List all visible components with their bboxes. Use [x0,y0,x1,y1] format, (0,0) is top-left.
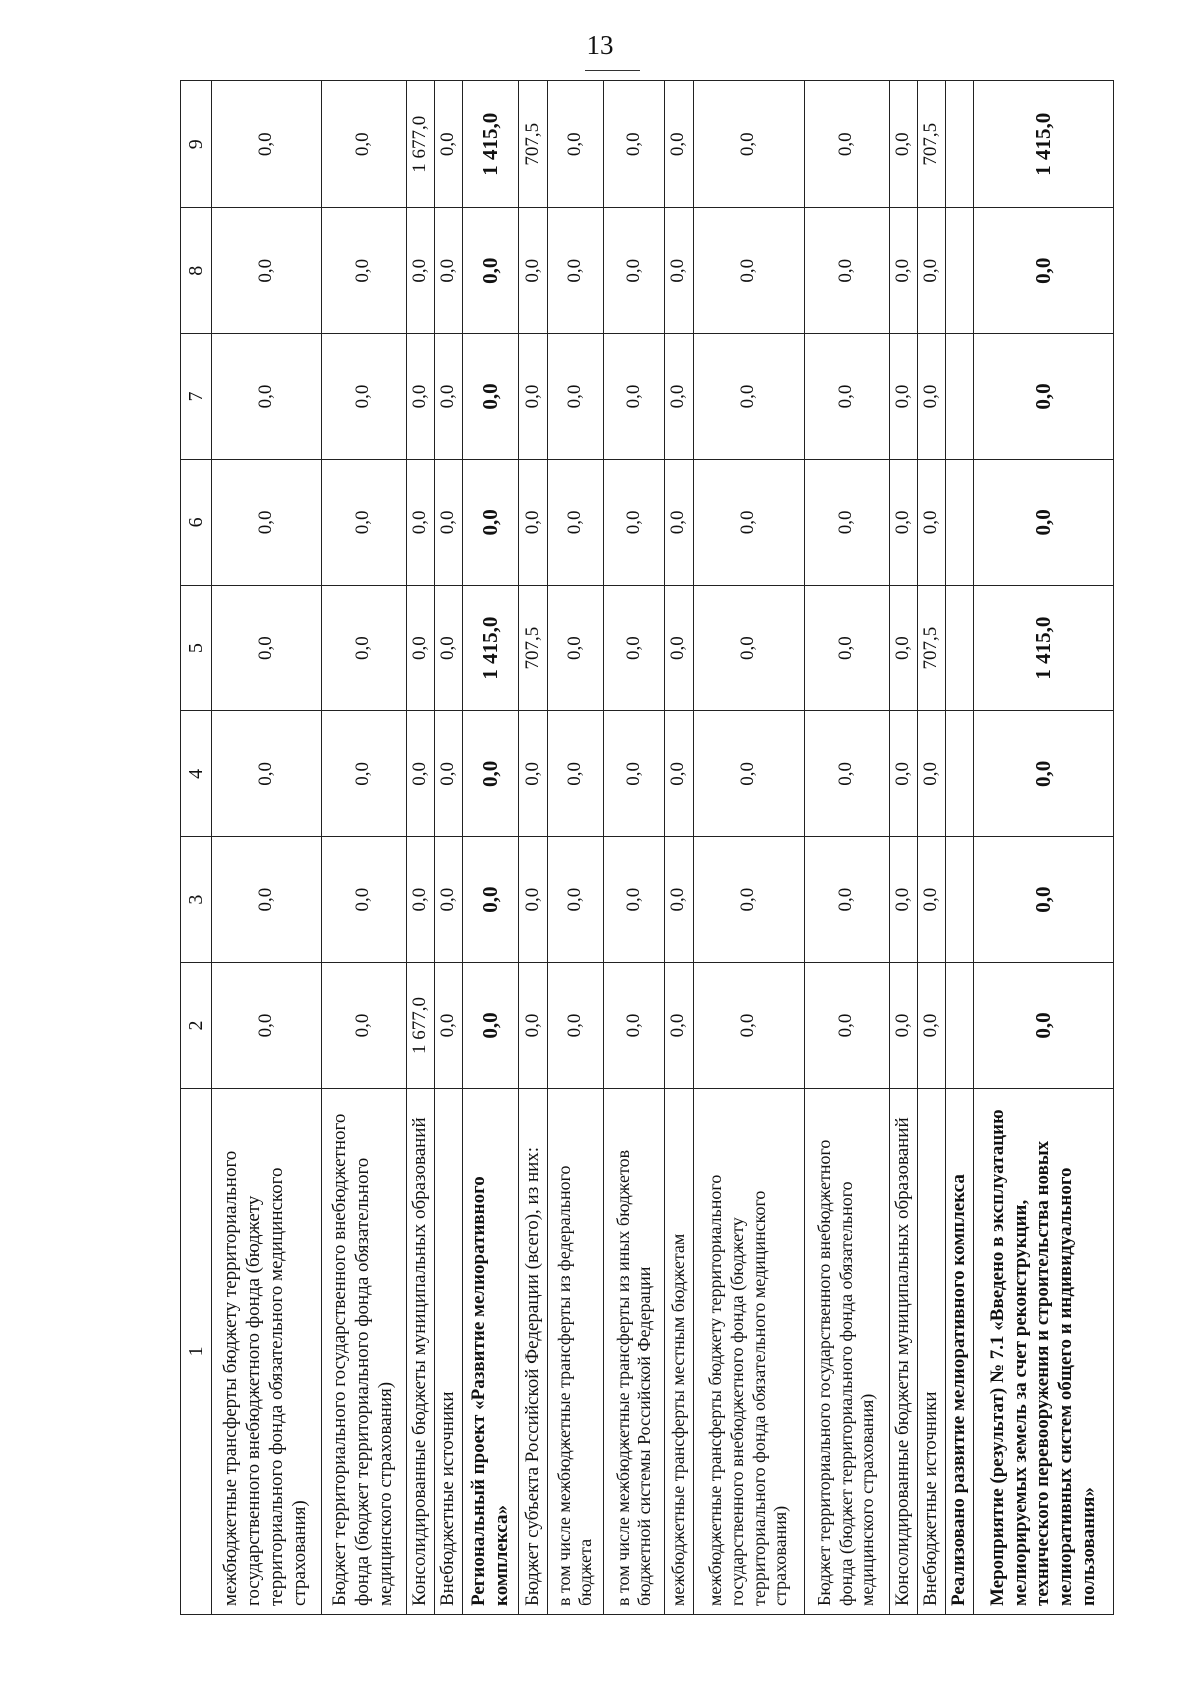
value-cell: 0,0 [693,208,804,334]
value-cell: 0,0 [519,459,547,585]
value-cell [946,459,974,585]
value-cell: 0,0 [804,585,889,711]
value-cell: 0,0 [604,334,665,460]
value-cell: 707,5 [519,585,547,711]
value-cell: 0,0 [804,334,889,460]
value-cell: 0,0 [462,711,519,837]
value-cell: 0,0 [406,585,434,711]
value-cell: 0,0 [547,208,604,334]
value-cell: 0,0 [665,963,693,1089]
header-cell: 8 [181,208,212,334]
table-row-project [462,81,519,1615]
value-cell: 0,0 [321,208,406,334]
value-cell: 0,0 [889,585,917,711]
table-row-section [946,81,974,1615]
value-cell: 0,0 [434,837,462,963]
value-cell: 1 415,0 [974,585,1114,711]
value-cell: 0,0 [321,585,406,711]
value-cell: 0,0 [462,837,519,963]
value-cell: 0,0 [519,711,547,837]
value-cell: 0,0 [434,585,462,711]
table-row [693,81,804,1615]
value-cell: 0,0 [462,963,519,1089]
value-cell: 0,0 [321,459,406,585]
table-row [321,81,406,1615]
value-cell: 0,0 [321,963,406,1089]
header-cell: 3 [181,837,212,963]
value-cell: 0,0 [604,81,665,208]
row-label: Консолидированные бюджеты муниципальных образований [889,1088,917,1614]
row-label: Мероприятие (результат) № 7.1 «Введено в эксплуатацию мелиорируемых земель за счет реконструкции, технического перевооружения и строительства новых мелиоративных систем общего и индивидуального пользования» [974,1088,1114,1614]
value-cell: 0,0 [211,208,321,334]
table-row [917,81,945,1615]
header-cell: 7 [181,334,212,460]
value-cell: 0,0 [406,711,434,837]
header-cell: 9 [181,81,212,208]
table-row-measure [974,81,1114,1615]
value-cell: 0,0 [519,963,547,1089]
value-cell [946,208,974,334]
value-cell: 0,0 [917,963,945,1089]
value-cell: 0,0 [547,459,604,585]
value-cell: 0,0 [974,837,1114,963]
value-cell [946,334,974,460]
value-cell: 1 415,0 [974,81,1114,208]
value-cell: 0,0 [693,585,804,711]
value-cell: 0,0 [974,334,1114,460]
value-cell: 0,0 [665,81,693,208]
table-row [889,81,917,1615]
value-cell: 0,0 [974,459,1114,585]
value-cell: 0,0 [889,208,917,334]
value-cell: 0,0 [804,837,889,963]
value-cell: 0,0 [889,334,917,460]
value-cell: 0,0 [211,459,321,585]
row-label: Региональный проект «Развитие мелиоративного комплекса» [462,1088,519,1614]
value-cell: 0,0 [917,334,945,460]
value-cell: 0,0 [804,711,889,837]
value-cell: 707,5 [917,585,945,711]
value-cell: 0,0 [321,711,406,837]
value-cell: 707,5 [519,81,547,208]
value-cell: 707,5 [917,81,945,208]
value-cell: 0,0 [434,81,462,208]
value-cell: 1 415,0 [462,585,519,711]
value-cell: 0,0 [211,711,321,837]
value-cell: 0,0 [804,459,889,585]
table-row [211,81,321,1615]
value-cell: 0,0 [462,334,519,460]
value-cell: 0,0 [693,334,804,460]
value-cell: 0,0 [604,963,665,1089]
value-cell: 0,0 [889,837,917,963]
value-cell: 1 677,0 [406,963,434,1089]
value-cell: 0,0 [519,837,547,963]
value-cell: 0,0 [665,711,693,837]
row-label: Внебюджетные источники [917,1088,945,1614]
value-cell: 0,0 [804,208,889,334]
value-cell: 0,0 [889,459,917,585]
value-cell: 0,0 [917,711,945,837]
value-cell: 0,0 [665,459,693,585]
budget-table [180,80,1114,1615]
value-cell: 0,0 [889,711,917,837]
value-cell: 0,0 [693,837,804,963]
header-row [181,81,212,1615]
value-cell: 1 677,0 [406,81,434,208]
value-cell: 0,0 [211,963,321,1089]
budget-table-rotated [180,80,1114,1615]
value-cell: 0,0 [406,837,434,963]
value-cell: 0,0 [406,208,434,334]
value-cell: 0,0 [804,963,889,1089]
value-cell: 0,0 [547,963,604,1089]
value-cell: 0,0 [889,963,917,1089]
value-cell: 0,0 [693,963,804,1089]
value-cell: 0,0 [917,837,945,963]
value-cell: 0,0 [604,711,665,837]
value-cell: 0,0 [889,81,917,208]
value-cell [946,585,974,711]
value-cell: 0,0 [406,334,434,460]
value-cell: 0,0 [804,81,889,208]
value-cell: 0,0 [974,208,1114,334]
table-row [665,81,693,1615]
row-label: в том числе межбюджетные трансферты из иных бюджетов бюджетной системы Российской Федерации [604,1088,665,1614]
table-row [434,81,462,1615]
value-cell: 0,0 [211,585,321,711]
page-number-underline [585,70,640,71]
value-cell: 0,0 [604,459,665,585]
value-cell: 0,0 [665,208,693,334]
value-cell: 0,0 [406,459,434,585]
row-label: Бюджет территориального государственного внебюджетного фонда (бюджет территориального фонда обязательного медицинского страхования) [804,1088,889,1614]
value-cell: 0,0 [665,837,693,963]
value-cell [946,711,974,837]
table-row [519,81,547,1615]
value-cell: 0,0 [519,208,547,334]
value-cell [946,837,974,963]
value-cell [946,963,974,1089]
value-cell: 0,0 [974,711,1114,837]
table-row [804,81,889,1615]
row-label: межбюджетные трансферты бюджету территориального государственного внебюджетного фонда (бюджету территориального фонда обязательного медицинского страхования) [693,1088,804,1614]
header-cell: 1 [181,1088,212,1614]
page-number: 13 [586,30,614,60]
value-cell: 0,0 [547,585,604,711]
value-cell: 0,0 [693,459,804,585]
value-cell: 0,0 [434,459,462,585]
value-cell: 0,0 [604,585,665,711]
value-cell: 0,0 [462,459,519,585]
value-cell: 0,0 [665,585,693,711]
value-cell: 0,0 [321,81,406,208]
value-cell: 0,0 [693,711,804,837]
value-cell: 0,0 [917,208,945,334]
value-cell: 0,0 [434,334,462,460]
value-cell: 0,0 [974,963,1114,1089]
row-label: Реализовано развитие мелиоративного комплекса [946,1088,974,1614]
table-row [406,81,434,1615]
value-cell: 0,0 [665,334,693,460]
value-cell: 0,0 [462,208,519,334]
value-cell: 0,0 [211,334,321,460]
value-cell: 0,0 [547,711,604,837]
value-cell: 0,0 [547,334,604,460]
row-label: Внебюджетные источники [434,1088,462,1614]
row-label: Бюджет субъекта Российской Федерации (всего), из них: [519,1088,547,1614]
value-cell: 0,0 [211,81,321,208]
value-cell: 0,0 [434,963,462,1089]
value-cell: 0,0 [434,711,462,837]
row-label: Консолидированные бюджеты муниципальных образований [406,1088,434,1614]
value-cell: 0,0 [604,837,665,963]
value-cell: 0,0 [211,837,321,963]
header-cell: 4 [181,711,212,837]
row-label: межбюджетные трансферты бюджету территориального государственного внебюджетного фонда (бюджету территориального фонда обязательного медицинского страхования) [211,1088,321,1614]
table-row [604,81,665,1615]
value-cell: 0,0 [547,81,604,208]
value-cell: 0,0 [321,837,406,963]
value-cell: 0,0 [693,81,804,208]
value-cell: 0,0 [434,208,462,334]
value-cell: 0,0 [547,837,604,963]
value-cell: 0,0 [519,334,547,460]
row-label: Бюджет территориального государственного внебюджетного фонда (бюджет территориального фонда обязательного медицинского страхования) [321,1088,406,1614]
value-cell: 1 415,0 [462,81,519,208]
row-label: в том числе межбюджетные трансферты из федерального бюджета [547,1088,604,1614]
header-cell: 2 [181,963,212,1089]
row-label: межбюджетные трансферты местным бюджетам [665,1088,693,1614]
header-cell: 5 [181,585,212,711]
header-cell: 6 [181,459,212,585]
value-cell: 0,0 [604,208,665,334]
value-cell: 0,0 [321,334,406,460]
table-row [547,81,604,1615]
value-cell: 0,0 [917,459,945,585]
value-cell [946,81,974,208]
